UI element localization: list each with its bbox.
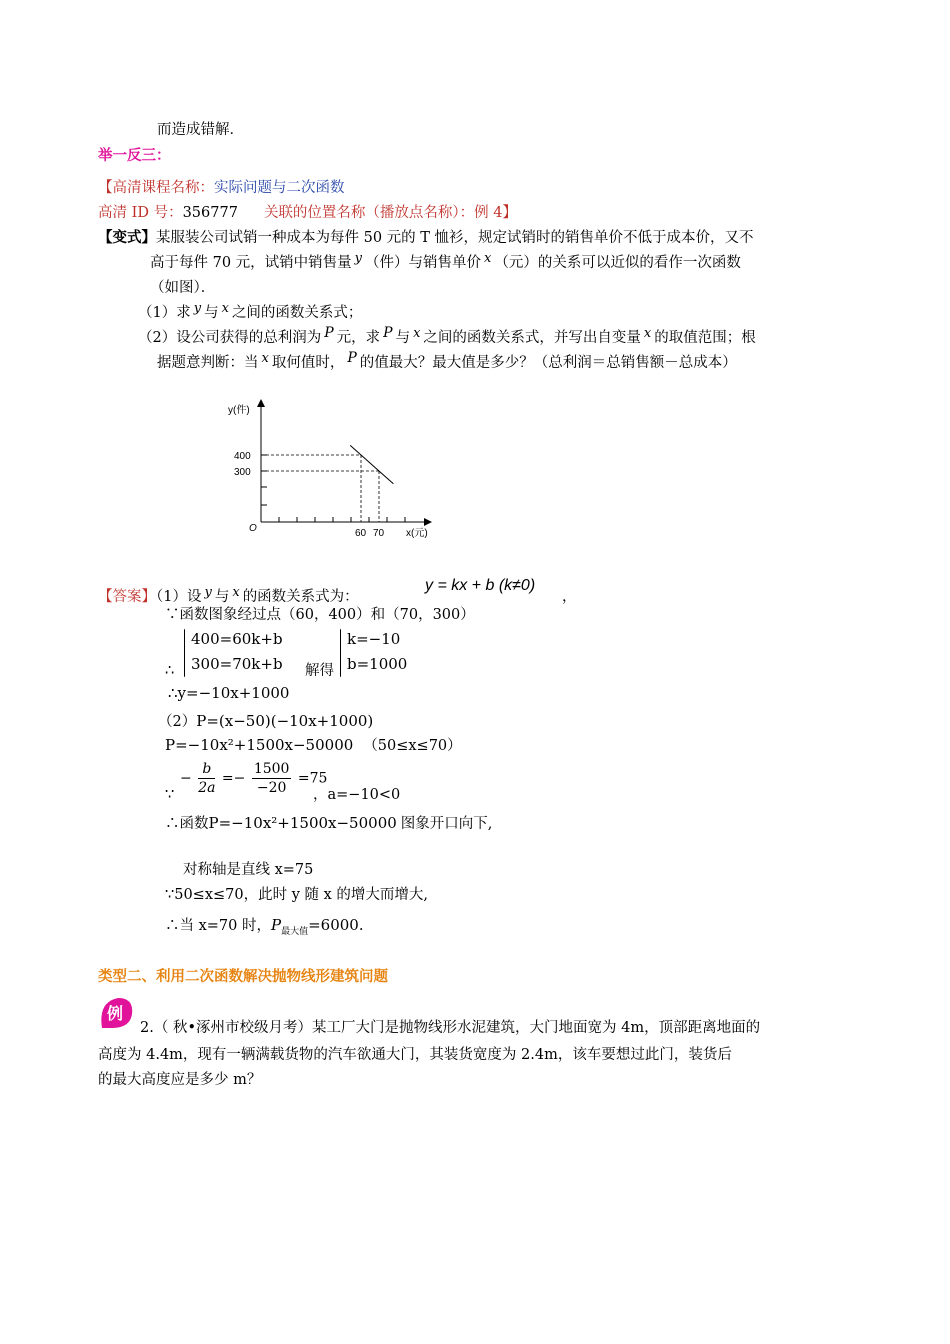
system-brace-2 [340,629,341,677]
a2-expand-line [165,735,462,756]
course-name-line [98,178,345,198]
x-axis-label: x(元) [406,528,428,539]
a2-label: （2） [158,714,197,730]
q1-text-c: 之间的函数关系式； [231,305,363,321]
vertex-fraction [180,760,327,797]
problem-text1: 某服装公司试销一种成本为每件 50 元的 T 恤衫，规定试销时的销售单价不低于成本价，又不 [156,230,754,246]
frac2-top: 1500 [253,761,290,777]
final-prefix: ∴当 x=70 时， [165,918,271,934]
example2-line3: 的最大高度应是多少 m？ [98,1072,262,1088]
frac-eq: = [221,770,234,787]
badge-text: 例 [106,1004,124,1023]
frac-result: =75 [297,770,328,787]
example2-line1: 2.（ 秋•涿州市校级月考）某工厂大门是抛物线形水泥建筑，大门地面宽为 4m，顶部距离地面的 [140,1020,761,1036]
a1-comma: ， [562,589,577,605]
sys2-eq1: k=−10 [347,630,401,648]
therefore-1: ∴ [165,663,175,679]
a-value: ，a=−10<0 [313,787,401,803]
q1-text-b: 与 [204,305,219,321]
example2-line2: 高度为 4.4m，现有一辆满载货物的汽车欲通大门，其装货宽度为 2.4m，该车要想过此门，装货后 [98,1047,732,1063]
question-1 [138,303,362,324]
system-brace-1 [184,629,185,677]
a2-line [158,711,373,732]
final-subscript: 最大值 [281,927,309,937]
a1-var-y: y [204,585,212,600]
q2-text-h: 的值最大？最大值是多少？（总利润＝总销售额－总成本） [359,355,737,371]
course-position: 关联的位置名称（播放点名称）：例 4】 [263,205,518,221]
a1-text3: 的函数关系式为： [242,589,359,605]
q2-text-b: 元，求 [336,330,381,346]
func-suffix: 图象开口向下, [400,816,493,832]
a1-text2: 与 [214,589,230,605]
var-y: y [354,251,363,266]
course-id-label: 高清 ID 号： [98,205,183,221]
a1-text: （1）设 [156,589,202,605]
problem-line3: （如图）． [150,280,216,296]
sys1-eq1: 400=60k+b [191,630,283,648]
frac-minus: − [180,770,192,787]
problem-text2a: 高于每件 70 元，试销中销售量 [150,255,352,271]
x-tick-label-70: 70 [373,528,385,539]
q1-var-x: x [221,301,229,316]
frac1-bot: 2a [198,780,216,796]
a1-var-x: x [232,585,240,600]
q2-var-P2: P [383,325,393,341]
q2-var-x2: x [643,326,652,341]
problem-text2c: （元）的关系可以近似的看作一次函数 [494,255,741,271]
course-name[interactable]: 实际问题与二次函数 [214,180,345,196]
q2-text-d: 之间的函数关系式，并写出自变量 [423,330,641,346]
sys2-eq2: b=1000 [347,655,408,673]
fraction-b-2a [198,760,215,797]
func-formula: P=−10x²+1500x−50000 [208,814,397,832]
range-note: ∵50≤x≤70，此时 y 随 x 的增大而增大, [165,887,429,903]
q2-var-P3: P [347,350,357,366]
final-P: P [271,916,282,934]
answer-tag: 【答案】 [98,589,156,605]
q2-var-P: P [324,325,334,341]
q2-text-a: （2）设公司获得的总利润为 [138,330,322,346]
course-id-line [98,203,517,223]
problem-line1 [98,228,754,248]
course-id: 356777 [182,205,238,221]
func-prefix: ∴函数 [165,816,209,832]
because-points: ∵函数图象经过点（60，400）和（70，300） [165,607,475,623]
because-2: ∵ [165,787,175,803]
q2-text-g: 取何值时， [271,355,345,371]
func-line [165,813,492,834]
y-tick-label-300: 300 [234,467,251,478]
line-graph [220,395,470,550]
problem-line2 [150,253,741,274]
question-2-cont [157,350,737,374]
final-dot: . [358,918,364,934]
q2-text-c: 与 [395,330,411,346]
problem-text2b: （件）与销售单价 [365,255,482,271]
x-tick-label-60: 60 [355,528,367,539]
question-2 [138,325,756,349]
q2-text-f: 据题意判断：当 [157,355,259,371]
series-line [350,445,393,483]
solve-label: 解得 [305,663,334,679]
axis-of-symmetry: 对称轴是直线 x=75 [183,862,314,878]
result-1: ∴y=−10x+1000 [168,684,290,702]
var-x: x [484,251,492,266]
frac2-bot: −20 [256,780,287,796]
q2-text-e: 的取值范围；根 [654,330,756,346]
origin-label: O [249,523,257,534]
example-badge-icon [96,994,136,1034]
q1-text-a: （1）求 [138,305,191,321]
frac-minus-2: − [233,770,246,787]
a1-formula: y = kx + b (k≠0) [425,577,536,594]
frac1-top: b [198,760,215,779]
sys1-eq2: 300=70k+b [191,655,283,673]
q2-var-x3: x [261,351,269,366]
heading-examples: 举一反三： [98,147,171,164]
a2-range: （50≤x≤70） [363,738,462,754]
section2-title: 类型二、利用二次函数解决抛物线形建筑问题 [98,968,388,985]
a2-formula: P=(x−50)(−10x+1000) [196,712,374,730]
course-label: 【高清课程名称： [98,180,214,196]
y-tick-label-400: 400 [234,451,251,462]
fraction-1500 [252,760,292,797]
intro-tail: 而造成错解． [157,122,244,138]
q2-var-x: x [413,326,421,341]
final-value: =6000 [308,916,359,934]
y-axis-label: y(件) [228,405,250,416]
problem-tag: 【变式】 [98,229,156,246]
y-minor-ticks [261,455,267,505]
a2-expand: P=−10x²+1500x−50000 [165,736,354,754]
q1-var-y: y [193,301,202,316]
final-answer [165,915,363,938]
x-minor-ticks [279,517,405,522]
